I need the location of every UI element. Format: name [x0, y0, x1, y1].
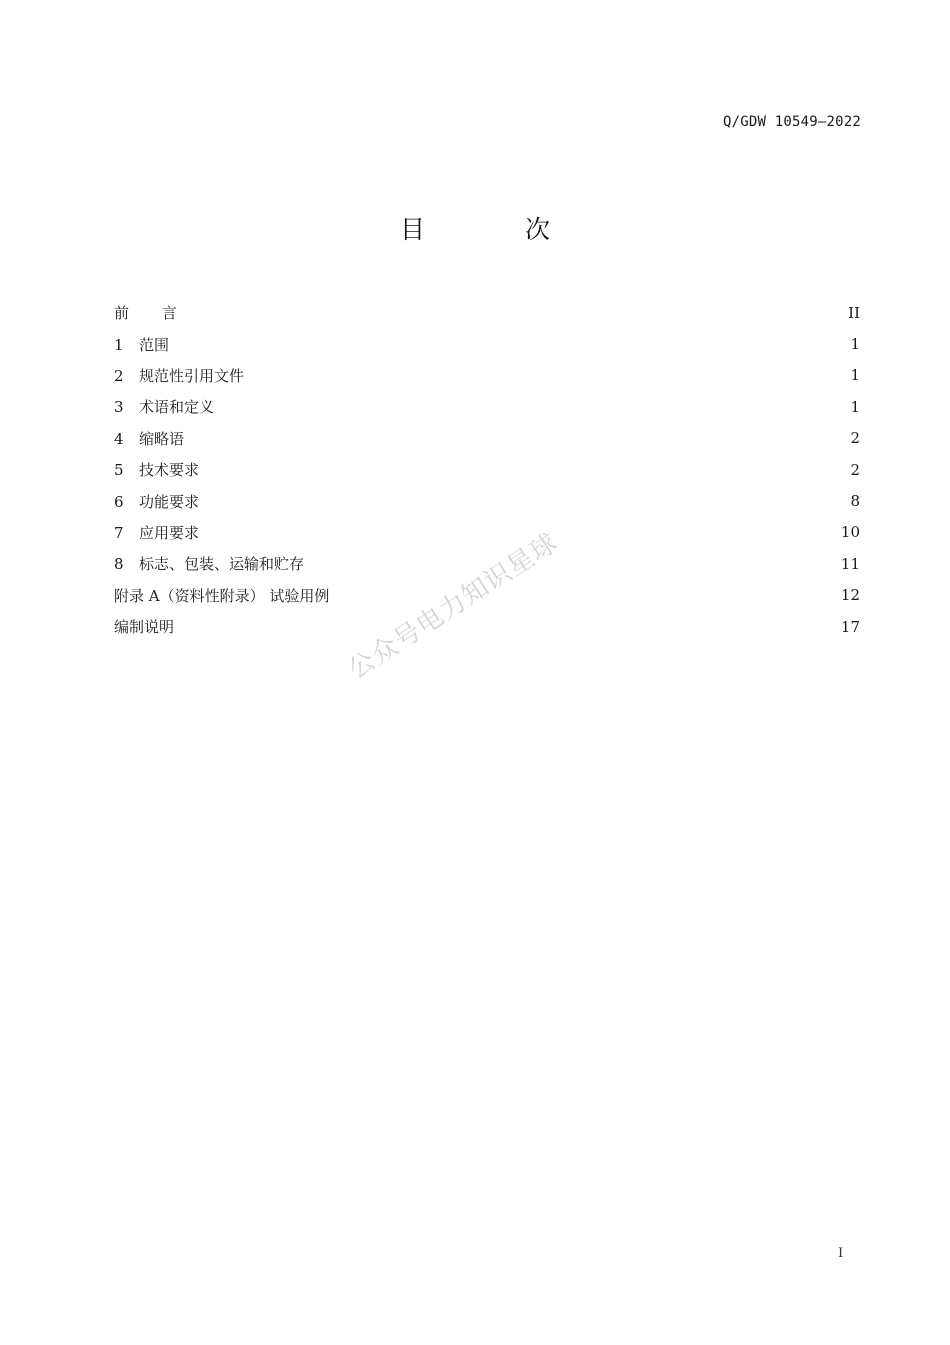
toc-entry-page: 1	[850, 397, 860, 416]
toc-entry-title: 标志、包装、运输和贮存	[139, 555, 305, 574]
toc-entry-label	[114, 396, 214, 417]
toc-entry-title: 范围	[139, 335, 170, 354]
toc-entry-title: 编制说明	[114, 618, 175, 637]
toc-entry-title: 应用要求	[139, 523, 200, 542]
toc-entry-5[interactable]	[114, 454, 860, 485]
toc-entry-foreword[interactable]	[114, 297, 860, 328]
toc-entry-page: 12	[840, 586, 860, 605]
toc-entry-page: 10	[840, 523, 860, 542]
toc-entry-page: 1	[850, 366, 860, 385]
toc-entry-number: 6	[114, 492, 124, 511]
toc-entry-label	[114, 585, 329, 606]
toc-entry-title: 术语和定义	[139, 398, 215, 417]
toc-entry-3[interactable]	[114, 391, 860, 422]
toc-entry-label	[114, 491, 199, 512]
toc-entry-label	[114, 459, 199, 480]
toc-entry-label	[114, 334, 169, 355]
page-number: I	[838, 1246, 844, 1261]
toc-entry-number: 2	[114, 366, 124, 385]
toc-entry-title: 前 言	[114, 304, 191, 323]
toc-entry-number: 1	[114, 335, 124, 354]
toc-entry-drafting-notes[interactable]	[114, 611, 860, 642]
toc-entry-label	[114, 302, 191, 323]
toc-entry-7[interactable]	[114, 517, 860, 548]
toc-title: 目 次	[400, 215, 596, 244]
toc-entry-number: 8	[114, 555, 124, 574]
toc-entry-label	[114, 616, 174, 637]
toc-entry-title: 技术要求	[139, 461, 200, 480]
toc-entry-page: 2	[850, 460, 860, 479]
toc-entry-page: 1	[850, 335, 860, 354]
toc-entry-page: 2	[850, 429, 860, 448]
toc-entry-page: 8	[850, 492, 860, 511]
toc-entry-page: II	[848, 303, 860, 322]
toc-entry-page: 17	[840, 617, 860, 636]
toc-entry-6[interactable]	[114, 485, 860, 516]
toc-entry-number: 7	[114, 523, 124, 542]
toc-entry-page: 11	[840, 554, 860, 573]
toc-entry-label	[114, 522, 199, 543]
toc-entry-2[interactable]	[114, 360, 860, 391]
toc-entry-title: 附录 A（资料性附录） 试验用例	[114, 586, 330, 605]
toc-entry-1[interactable]	[114, 328, 860, 359]
toc-entry-title: 规范性引用文件	[139, 366, 245, 385]
toc-entry-number: 4	[114, 429, 124, 448]
toc-entry-4[interactable]	[114, 423, 860, 454]
toc-entry-label	[114, 428, 184, 449]
toc-entry-title: 缩略语	[139, 429, 185, 448]
toc-entry-number: 5	[114, 461, 124, 480]
toc-entry-title: 功能要求	[139, 492, 200, 511]
document-code: Q/GDW 10549—2022	[722, 114, 861, 130]
toc-entry-label	[114, 365, 244, 386]
toc-entry-label	[114, 553, 304, 574]
watermark: 公众号电力知识星球	[343, 527, 564, 686]
toc-entry-number: 3	[114, 398, 124, 417]
